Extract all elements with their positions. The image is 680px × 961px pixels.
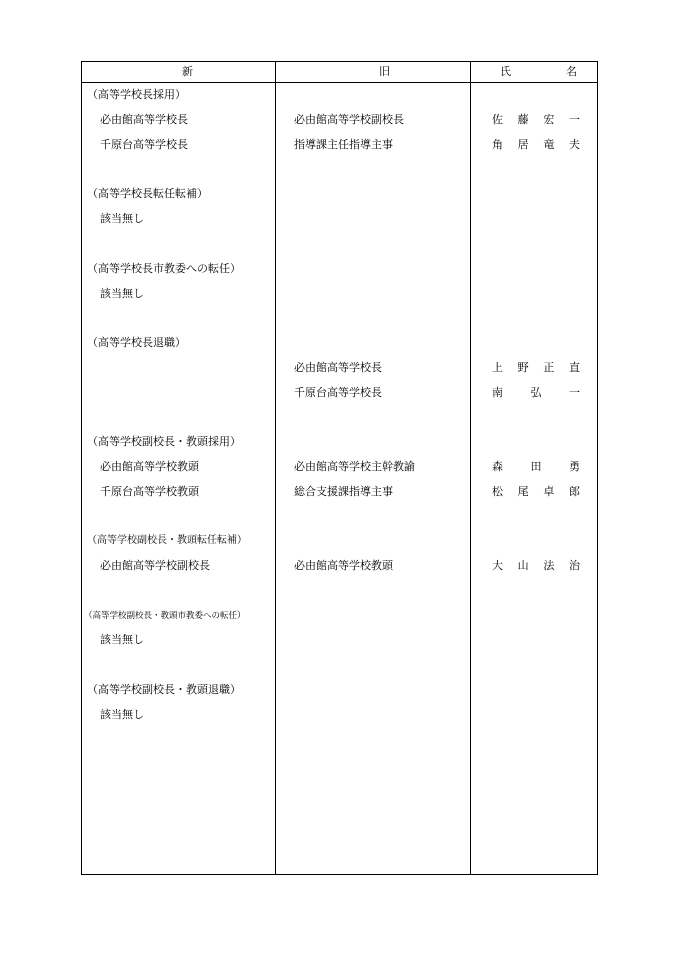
none-applicable: 該当無し (100, 708, 144, 721)
old-position: 必由館高等学校副校長 (294, 113, 404, 126)
none-applicable: 該当無し (100, 212, 144, 225)
new-position: 千原台高等学校教頭 (100, 485, 199, 498)
none-applicable: 該当無し (100, 633, 144, 646)
person-name: 角居竜夫 (492, 138, 580, 151)
new-position: 千原台高等学校長 (100, 138, 188, 151)
section-heading: （高等学校副校長・教頭市教委への転任） (84, 611, 246, 621)
section-heading: （高等学校長転任転補） (87, 187, 208, 200)
header-divider (82, 82, 597, 83)
column-divider-1 (275, 62, 276, 874)
header-name-1: 氏 (500, 65, 511, 78)
old-position: 千原台高等学校長 (294, 386, 382, 399)
old-position: 必由館高等学校教頭 (294, 559, 393, 572)
section-heading: （高等学校副校長・教頭採用） (87, 435, 241, 448)
person-name: 森田勇 (492, 460, 580, 473)
old-position: 総合支援課指導主事 (294, 485, 393, 498)
header-name-2: 名 (566, 65, 577, 78)
person-name: 大山法治 (492, 559, 580, 572)
new-position: 必由館高等学校教頭 (100, 460, 199, 473)
section-heading: （高等学校長市教委への転任） (87, 262, 241, 275)
person-name: 上野正直 (492, 361, 580, 374)
new-position: 必由館高等学校長 (100, 113, 188, 126)
person-name: 松尾卓郎 (492, 485, 580, 498)
section-heading: （高等学校長退職） (87, 336, 186, 349)
header-new: 新 (182, 65, 193, 78)
none-applicable: 該当無し (100, 287, 144, 300)
section-heading: （高等学校副校長・教頭退職） (87, 683, 241, 696)
new-position: 必由館高等学校副校長 (100, 559, 210, 572)
old-position: 必由館高等学校主幹教諭 (294, 460, 415, 473)
old-position: 指導課主任指導主事 (294, 138, 393, 151)
header-old: 旧 (379, 65, 390, 78)
section-heading: （高等学校副校長・教頭転任転補） (87, 535, 247, 546)
old-position: 必由館高等学校長 (294, 361, 382, 374)
section-heading: （高等学校長採用） (87, 88, 186, 101)
person-name: 佐藤宏一 (492, 113, 580, 126)
column-divider-2 (470, 62, 471, 874)
person-name: 南弘一 (492, 386, 580, 399)
